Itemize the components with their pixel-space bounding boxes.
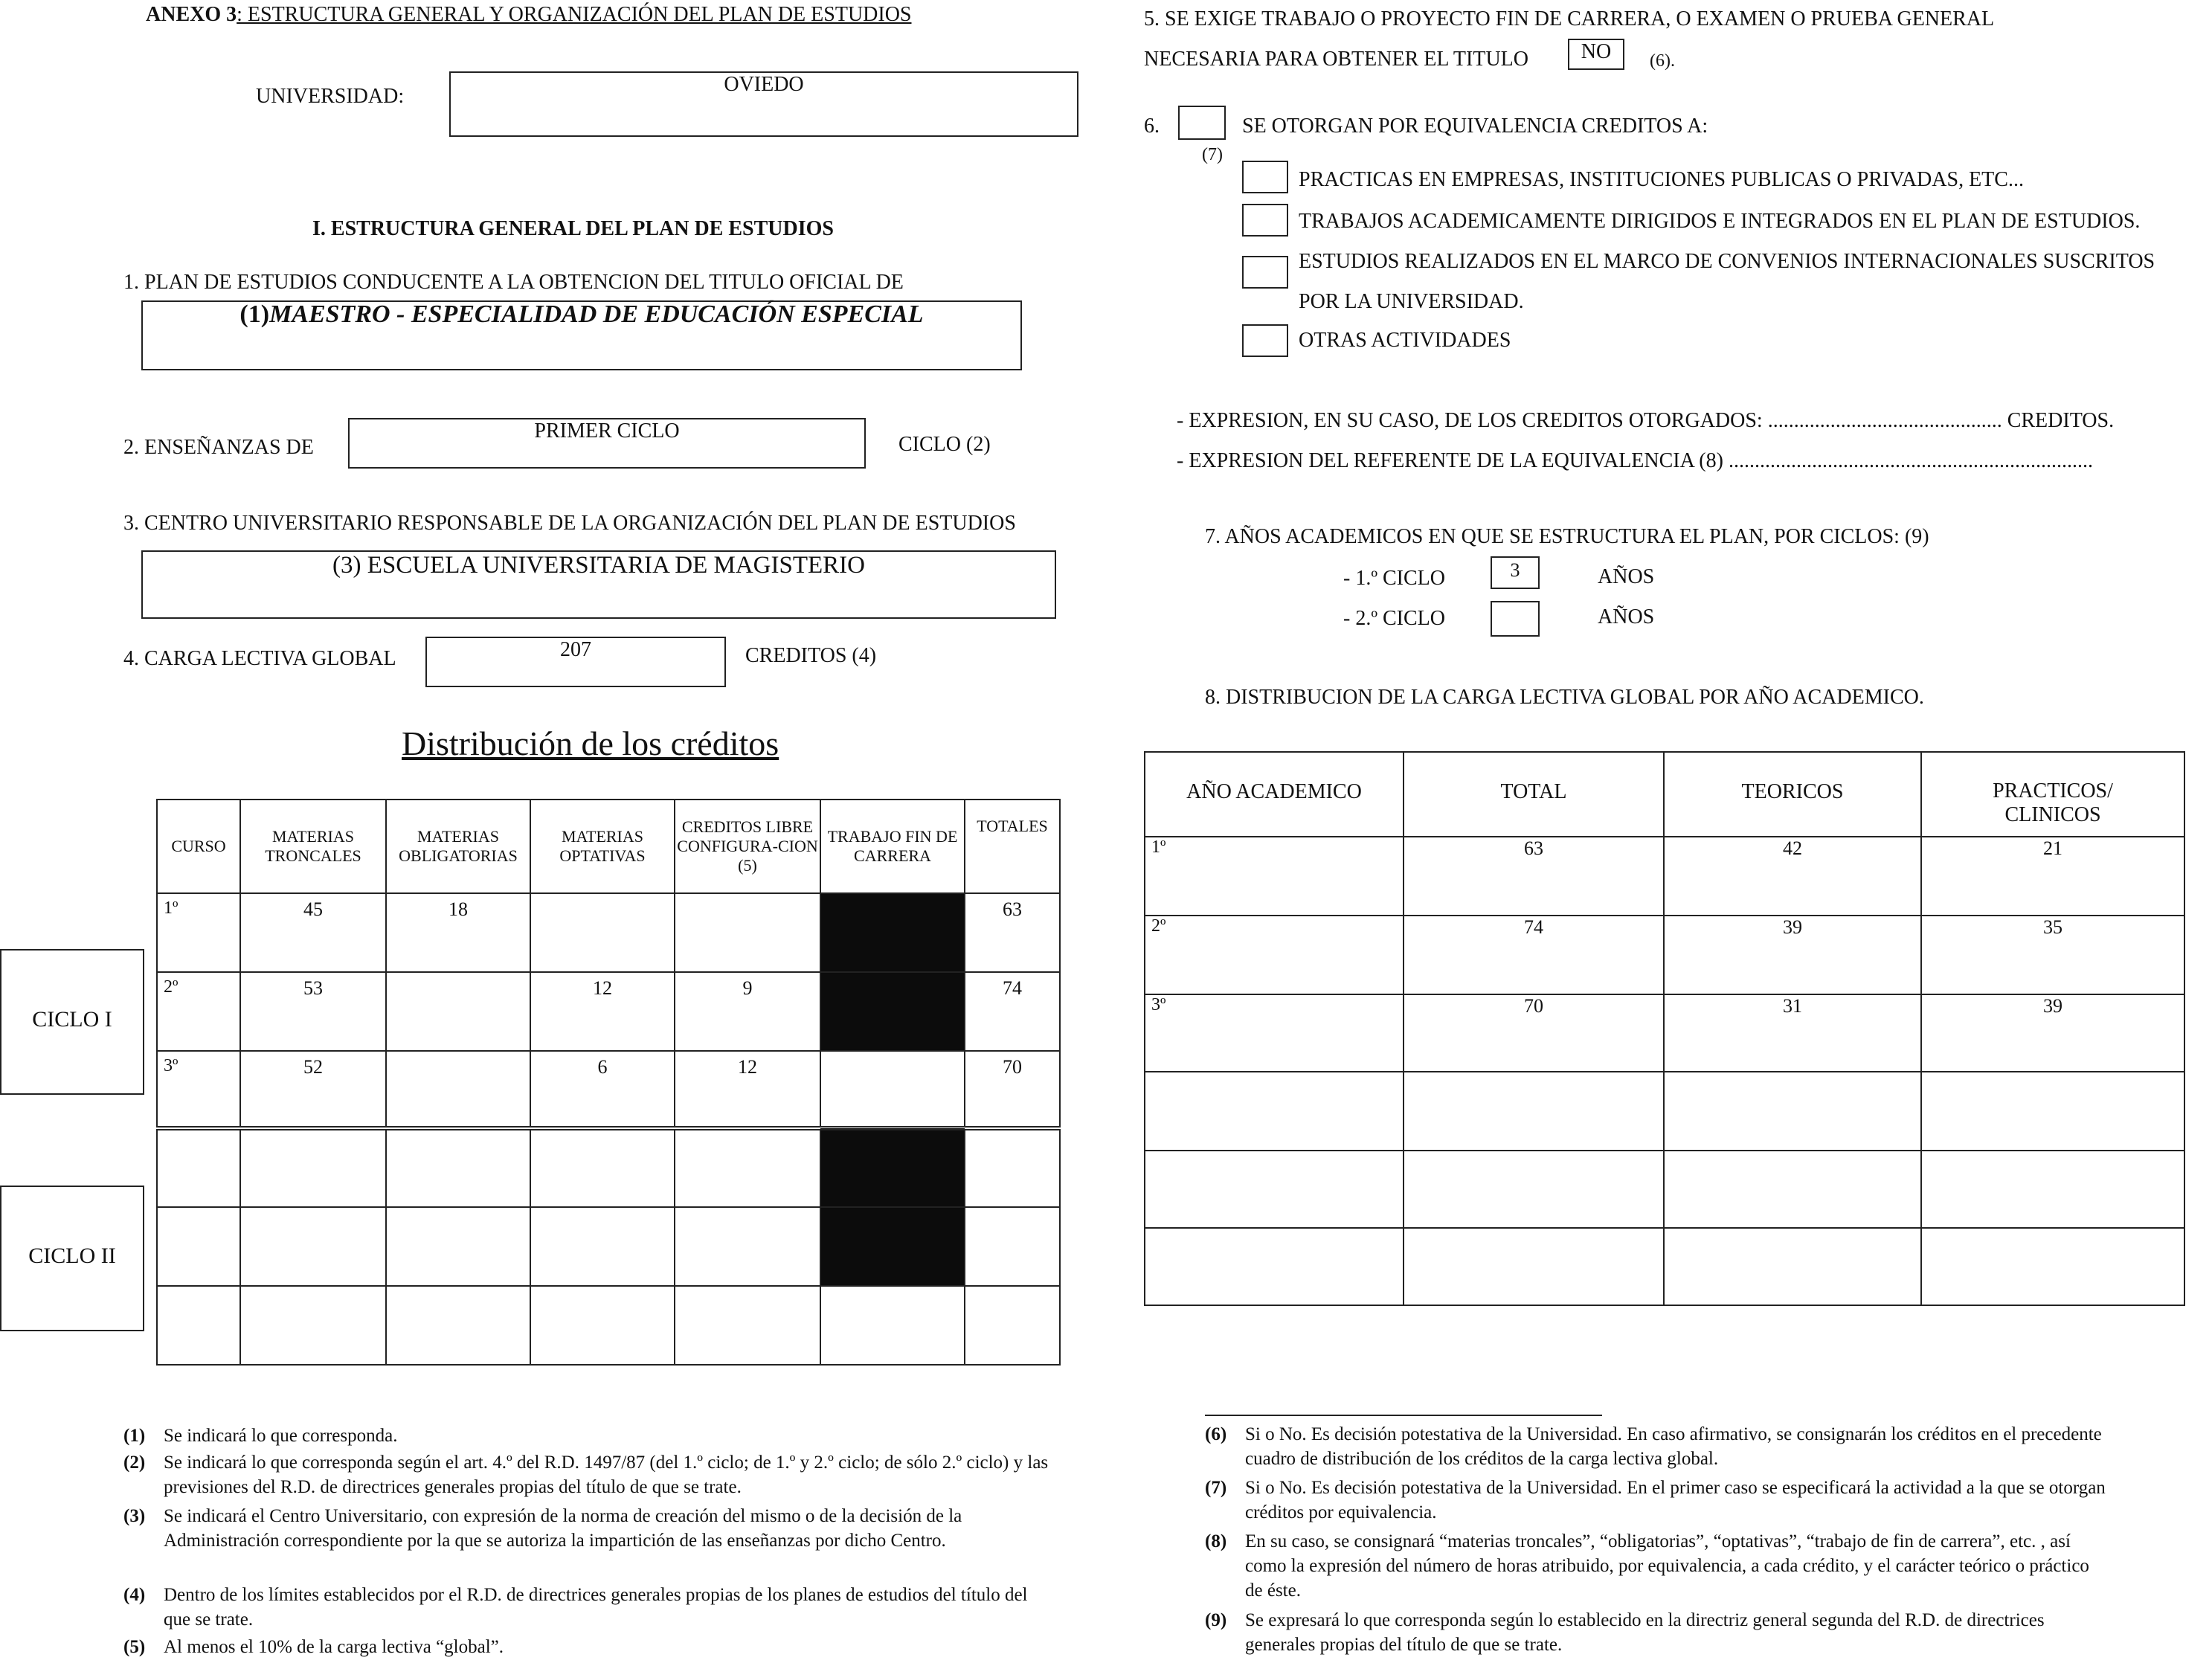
- table-row: [157, 972, 1060, 1051]
- yearly-load-table: [1144, 751, 2185, 1306]
- final-project-value: NO: [1581, 40, 1612, 63]
- table-cell: [530, 1207, 675, 1286]
- table-cell: [386, 972, 530, 1051]
- table-cell: 1º: [1145, 837, 1404, 916]
- table-cell: [386, 1207, 530, 1286]
- item6-note: (7): [1202, 145, 1223, 164]
- table-cell: [240, 1128, 386, 1207]
- table-cell: [157, 1207, 240, 1286]
- option-estudios-label-cont: POR LA UNIVERSIDAD.: [1299, 290, 1524, 313]
- yearly-header-row: [1145, 752, 2184, 837]
- item2-suffix: CICLO (2): [898, 433, 991, 456]
- table-cell: [157, 1286, 240, 1365]
- degree-title-value: [143, 300, 1020, 329]
- col-practicos: PRACTICOS/ CLINICOS: [1921, 752, 2184, 837]
- section-title: I. ESTRUCTURA GENERAL DEL PLAN DE ESTUDIOS: [312, 217, 834, 240]
- table-cell: [1664, 1228, 1921, 1305]
- table-row: [1145, 994, 2184, 1072]
- table-cell: 12: [530, 972, 675, 1051]
- footnotes-left: (1) Se indicará lo que corresponda. (2) Se indicará lo que corresponda según el art. 4.º del R.D. 1497/87 (del 1.º ciclo; de 1.º y 2.º ciclo; de sólo 2.º ciclo) y las previsiones del R.D. de directrices generales propias del título de que se trate. (3) Se indicará el Centro Universitario, con expresión de la norma de creación del mismo o de la decisión de la Administración correspondiente por la que se autoriza la impartición de las enseñanzas por dicho Centro. (4) Dentro de los límites establecidos por el R.D. de directrices generales propias de los planes de estudios del título del que se trate. (5) Al menos el 10% de la carga lectiva “global”.: [123, 1426, 1049, 1657]
- table-cell: [1664, 1072, 1921, 1151]
- expr-referent: - EXPRESION DEL REFERENTE DE LA EQUIVALENCIA (8) ......................................................................: [1177, 449, 2093, 472]
- shaded-cell: [820, 893, 965, 972]
- table-cell: 9: [675, 972, 820, 1051]
- cycle1-label: - 1.º CICLO: [1343, 567, 1446, 590]
- ciclo-1-box: [0, 949, 144, 1095]
- col-total: TOTAL: [1404, 752, 1664, 837]
- ciclo-2-box: [0, 1186, 144, 1331]
- table-cell: 39: [1921, 994, 2184, 1072]
- col-ano-academico: AÑO ACADEMICO: [1145, 752, 1404, 837]
- table-row: [157, 893, 1060, 972]
- university-field: [449, 71, 1078, 137]
- ciclo-2-label: CICLO II: [28, 1244, 116, 1268]
- center-value: (3) ESCUELA UNIVERSITARIA DE MAGISTERIO: [332, 552, 865, 579]
- option-trabajos-checkbox[interactable]: [1242, 204, 1288, 237]
- table-cell: [675, 893, 820, 972]
- global-load-value: 207: [560, 638, 591, 661]
- item5-line2: NECESARIA PARA OBTENER EL TITULO: [1144, 48, 1528, 71]
- option-trabajos-label: TRABAJOS ACADEMICAMENTE DIRIGIDOS E INTEGRADOS EN EL PLAN DE ESTUDIOS.: [1299, 210, 2141, 233]
- item6-label: SE OTORGAN POR EQUIVALENCIA CREDITOS A:: [1242, 115, 1708, 138]
- equivalence-checkbox[interactable]: [1178, 106, 1226, 140]
- table-cell: [965, 1286, 1060, 1365]
- table-cell: [1664, 1151, 1921, 1228]
- table-cell: 70: [1404, 994, 1664, 1072]
- cycle2-years-unit: AÑOS: [1598, 605, 1655, 628]
- table-row: [157, 1286, 1060, 1365]
- option-otras-checkbox[interactable]: [1242, 324, 1288, 357]
- table-cell: 63: [1404, 837, 1664, 916]
- cycle2-label: - 2.º CICLO: [1343, 607, 1446, 630]
- shaded-cell: [820, 1207, 965, 1286]
- table-cell: [240, 1207, 386, 1286]
- table-cell: [965, 1128, 1060, 1207]
- table-cell: 6: [530, 1051, 675, 1128]
- university-value: OVIEDO: [724, 73, 804, 96]
- table-cell: 2º: [157, 972, 240, 1051]
- table-cell: 1º: [157, 893, 240, 972]
- table-cell: [386, 1128, 530, 1207]
- item5-line1: 5. SE EXIGE TRABAJO O PROYECTO FIN DE CARRERA, O EXAMEN O PRUEBA GENERAL: [1144, 7, 1995, 30]
- table-cell: [1145, 1151, 1404, 1228]
- degree-title-prefix: (1): [239, 300, 270, 328]
- table-row: [157, 1051, 1060, 1128]
- col-obligatorias: MATERIAS OBLIGATORIAS: [386, 800, 530, 893]
- table-cell: 63: [965, 893, 1060, 972]
- table-cell: [1404, 1072, 1664, 1151]
- table-cell: 70: [965, 1051, 1060, 1128]
- footnotes-right: (6) Si o No. Es decisión potestativa de la Universidad. En caso afirmativo, se consignarán los créditos en el precedente cuadro de distribución de los créditos de la carga lectiva global. (7) Si o No. Es decisión potestativa de la Universidad. En el primer caso se especificará la actividad a la que se otorgan créditos por equivalencia. (8) En su caso, se consignará “materias troncales”, “obligatorias”, “optativas”, “trabajo de fin de carrera”, etc. , así como la expresión del número de horas atribuido, por equivalencia, a cada crédito, y el carácter teórico o práctico de éste. (9) Se expresará lo que corresponda según lo establecido en la directriz general segunda del R.D. de directrices generales propias del título de que se trate.: [1205, 1424, 2106, 1655]
- degree-title-field: [141, 300, 1022, 370]
- option-practicas-checkbox[interactable]: [1242, 161, 1288, 193]
- table-cell: 3º: [157, 1051, 240, 1128]
- shaded-cell: [820, 972, 965, 1051]
- table-cell: [820, 1286, 965, 1365]
- item8-label: 8. DISTRIBUCION DE LA CARGA LECTIVA GLOBAL POR AÑO ACADEMICO.: [1205, 686, 1924, 709]
- table-cell: 74: [1404, 916, 1664, 994]
- table-cell: 18: [386, 893, 530, 972]
- credits-table: [156, 799, 1061, 1366]
- table-cell: 74: [965, 972, 1060, 1051]
- col-trabajo-fin-carrera: TRABAJO FIN DE CARRERA: [820, 800, 965, 893]
- global-load-field: [425, 637, 726, 687]
- table-cell: [965, 1207, 1060, 1286]
- col-teoricos: TEORICOS: [1664, 752, 1921, 837]
- credits-header-row: [157, 800, 1060, 893]
- item3-label: 3. CENTRO UNIVERSITARIO RESPONSABLE DE LA ORGANIZACIÓN DEL PLAN DE ESTUDIOS: [123, 512, 1016, 535]
- table-row: [157, 1128, 1060, 1207]
- col-troncales: MATERIAS TRONCALES: [240, 800, 386, 893]
- table-cell: [530, 1286, 675, 1365]
- item4-label: 4. CARGA LECTIVA GLOBAL: [123, 647, 396, 670]
- cycle2-years-field: [1491, 601, 1540, 637]
- table-row: [1145, 837, 2184, 916]
- item4-suffix: CREDITOS (4): [745, 644, 877, 667]
- table-cell: [386, 1286, 530, 1365]
- table-cell: [675, 1207, 820, 1286]
- table-row: [1145, 1228, 2184, 1305]
- item5-note: (6).: [1650, 51, 1675, 71]
- table-cell: 12: [675, 1051, 820, 1128]
- table-cell: [240, 1286, 386, 1365]
- table-cell: [1921, 1151, 2184, 1228]
- table-cell: [530, 1128, 675, 1207]
- table-cell: [530, 893, 675, 972]
- table-row: [157, 1207, 1060, 1286]
- item2-label: 2. ENSEÑANZAS DE: [123, 436, 314, 459]
- table-cell: 35: [1921, 916, 2184, 994]
- final-project-field: [1568, 39, 1624, 70]
- table-cell: [1404, 1151, 1664, 1228]
- expr-credits: - EXPRESION, EN SU CASO, DE LOS CREDITOS OTORGADOS: ............................................. CREDITOS.: [1177, 409, 2115, 432]
- table-cell: [157, 1128, 240, 1207]
- table-cell: [675, 1286, 820, 1365]
- table-cell: [1921, 1228, 2184, 1305]
- col-curso: CURSO: [157, 800, 240, 893]
- cycle-value: PRIMER CICLO: [534, 419, 680, 443]
- table-cell: [386, 1051, 530, 1128]
- table-cell: 39: [1664, 916, 1921, 994]
- shaded-cell: [820, 1128, 965, 1207]
- annex-title: : ESTRUCTURA GENERAL Y ORGANIZACIÓN DEL PLAN DE ESTUDIOS: [237, 3, 912, 26]
- ciclo-1-label: CICLO I: [32, 1007, 112, 1032]
- item1-label: 1. PLAN DE ESTUDIOS CONDUCENTE A LA OBTENCION DEL TITULO OFICIAL DE: [123, 271, 904, 294]
- table-cell: 42: [1664, 837, 1921, 916]
- university-label: UNIVERSIDAD:: [256, 85, 405, 108]
- col-libre-configuracion: CREDITOS LIBRE CONFIGURA-CION (5): [675, 800, 820, 893]
- table-cell: [1145, 1228, 1404, 1305]
- option-estudios-label: ESTUDIOS REALIZADOS EN EL MARCO DE CONVENIOS INTERNACIONALES SUSCRITOS: [1299, 250, 2155, 273]
- table-cell: 45: [240, 893, 386, 972]
- table-cell: [820, 1051, 965, 1128]
- credits-title: Distribución de los créditos: [402, 724, 779, 762]
- col-totales: TOTALES: [965, 800, 1060, 893]
- table-cell: 52: [240, 1051, 386, 1128]
- option-otras-label: OTRAS ACTIVIDADES: [1299, 329, 1511, 352]
- table-cell: [1921, 1072, 2184, 1151]
- table-row: [1145, 916, 2184, 994]
- col-optativas: MATERIAS OPTATIVAS: [530, 800, 675, 893]
- table-cell: 3º: [1145, 994, 1404, 1072]
- table-cell: [1404, 1228, 1664, 1305]
- table-cell: 31: [1664, 994, 1921, 1072]
- cycle1-years-value: 3: [1510, 559, 1520, 581]
- center-field: [141, 550, 1056, 619]
- table-cell: 2º: [1145, 916, 1404, 994]
- annex-header: [146, 3, 912, 27]
- table-cell: 21: [1921, 837, 2184, 916]
- item6-number: 6.: [1144, 115, 1160, 138]
- table-cell: 53: [240, 972, 386, 1051]
- option-practicas-label: PRACTICAS EN EMPRESAS, INSTITUCIONES PUBLICAS O PRIVADAS, ETC...: [1299, 168, 2024, 191]
- option-estudios-checkbox[interactable]: [1242, 256, 1288, 289]
- item7-label: 7. AÑOS ACADEMICOS EN QUE SE ESTRUCTURA EL PLAN, POR CICLOS: (9): [1205, 525, 1929, 548]
- cycle-field: [348, 418, 866, 469]
- cycle1-years-field: [1491, 556, 1540, 589]
- table-row: [1145, 1072, 2184, 1151]
- footnote-separator: [1205, 1415, 1602, 1416]
- table-row: [1145, 1151, 2184, 1228]
- cycle1-years-unit: AÑOS: [1598, 565, 1655, 588]
- degree-title-text: MAESTRO - ESPECIALIDAD DE EDUCACIÓN ESPECIAL: [269, 300, 924, 328]
- table-cell: [1145, 1072, 1404, 1151]
- table-cell: [675, 1128, 820, 1207]
- annex-label: ANEXO 3: [146, 3, 237, 26]
